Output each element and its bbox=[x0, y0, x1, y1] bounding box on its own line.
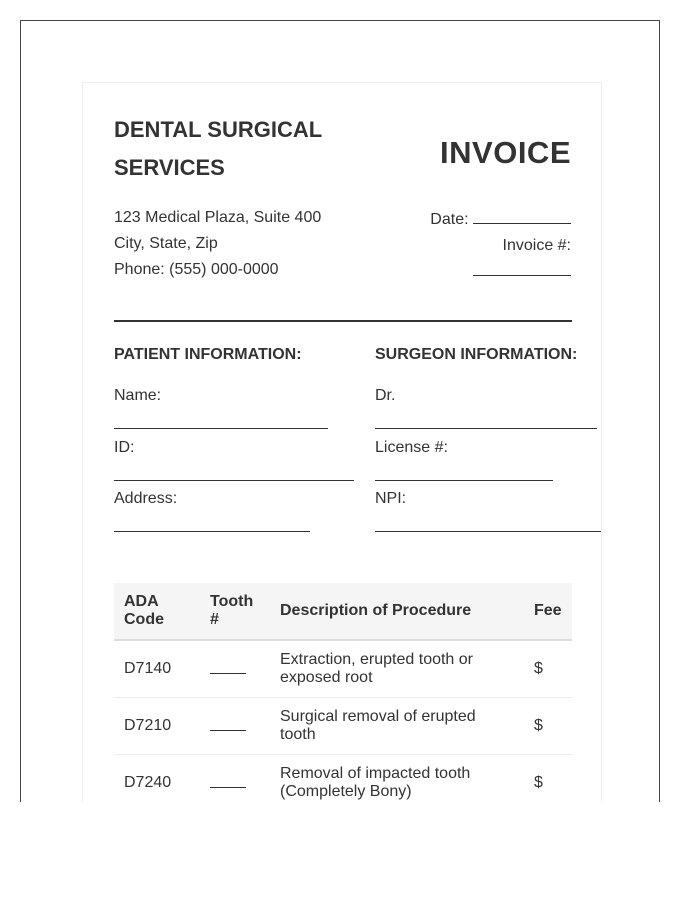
description-line-2: exposed root bbox=[280, 669, 373, 686]
surgeon-npi-label: NPI: bbox=[375, 490, 407, 507]
tooth-header-line-2: # bbox=[210, 611, 219, 628]
fee-cell[interactable]: $ bbox=[524, 755, 572, 803]
tooth-number-field[interactable] bbox=[200, 755, 270, 803]
table-row bbox=[114, 698, 572, 755]
surgeon-license-field[interactable] bbox=[375, 480, 553, 481]
surgeon-name-field[interactable] bbox=[375, 428, 597, 429]
table-row bbox=[114, 640, 572, 698]
column-header-fee: Fee bbox=[524, 583, 572, 640]
fee-cell[interactable]: $ bbox=[524, 698, 572, 755]
date-blank-line bbox=[473, 211, 571, 224]
description-line-1: Surgical removal of erupted bbox=[280, 708, 476, 725]
phone-line: Phone: (555) 000-0000 bbox=[114, 261, 279, 278]
surgeon-info-heading: SURGEON INFORMATION: bbox=[375, 346, 578, 363]
tooth-blank-line bbox=[210, 659, 246, 674]
ada-code-header-line-1: ADA bbox=[124, 593, 159, 610]
surgeon-dr-label: Dr. bbox=[375, 387, 396, 404]
invoice-number-blank-line bbox=[473, 263, 571, 276]
description-cell bbox=[270, 640, 524, 698]
company-address bbox=[114, 205, 321, 283]
ada-code-cell: D7210 bbox=[114, 698, 200, 755]
patient-name-field[interactable] bbox=[114, 428, 328, 429]
description-line-1: Extraction, erupted tooth or bbox=[280, 651, 473, 668]
address-line: 123 Medical Plaza, Suite 400 bbox=[114, 209, 322, 226]
tooth-blank-line bbox=[210, 716, 246, 731]
table-row bbox=[114, 755, 572, 803]
fee-cell[interactable]: $ bbox=[524, 640, 572, 698]
header-divider bbox=[114, 320, 572, 322]
tooth-number-field[interactable] bbox=[200, 640, 270, 698]
description-cell bbox=[270, 755, 524, 803]
patient-address-label: Address: bbox=[114, 490, 178, 507]
description-line-2: tooth bbox=[280, 726, 316, 743]
patient-id-field[interactable] bbox=[114, 480, 354, 481]
date-field[interactable] bbox=[430, 207, 571, 233]
description-cell bbox=[270, 698, 524, 755]
invoice-page bbox=[82, 82, 602, 802]
ada-code-header-line-2: Code bbox=[124, 611, 164, 628]
column-header-ada-code bbox=[114, 583, 200, 640]
ada-code-cell: D7140 bbox=[114, 640, 200, 698]
procedures-table bbox=[114, 583, 572, 802]
city-line: City, State, Zip bbox=[114, 235, 218, 252]
invoice-title: INVOICE bbox=[440, 135, 571, 170]
tooth-header-line-1: Tooth bbox=[210, 593, 254, 610]
patient-address-field[interactable] bbox=[114, 531, 310, 532]
patient-info-heading: PATIENT INFORMATION: bbox=[114, 346, 302, 363]
surgeon-npi-field[interactable] bbox=[375, 531, 601, 532]
company-name-line-1: DENTAL SURGICAL bbox=[114, 117, 323, 142]
invoice-meta bbox=[430, 207, 571, 285]
table-header-row bbox=[114, 583, 572, 640]
tooth-number-field[interactable] bbox=[200, 698, 270, 755]
description-line-1: Removal of impacted tooth bbox=[280, 765, 471, 782]
tooth-blank-line bbox=[210, 773, 246, 788]
invoice-number-field[interactable] bbox=[430, 259, 571, 285]
description-line-2: (Completely Bony) bbox=[280, 783, 412, 800]
company-name bbox=[114, 111, 322, 187]
column-header-description: Description of Procedure bbox=[270, 583, 524, 640]
invoice-number-label: Invoice #: bbox=[502, 237, 571, 254]
column-header-tooth bbox=[200, 583, 270, 640]
surgeon-license-label: License #: bbox=[375, 439, 448, 456]
date-label: Date: bbox=[430, 211, 469, 228]
patient-name-label: Name: bbox=[114, 387, 162, 404]
document-frame bbox=[20, 20, 660, 802]
ada-code-cell: D7240 bbox=[114, 755, 200, 803]
company-name-line-2: SERVICES bbox=[114, 155, 225, 180]
patient-id-label: ID: bbox=[114, 439, 135, 456]
